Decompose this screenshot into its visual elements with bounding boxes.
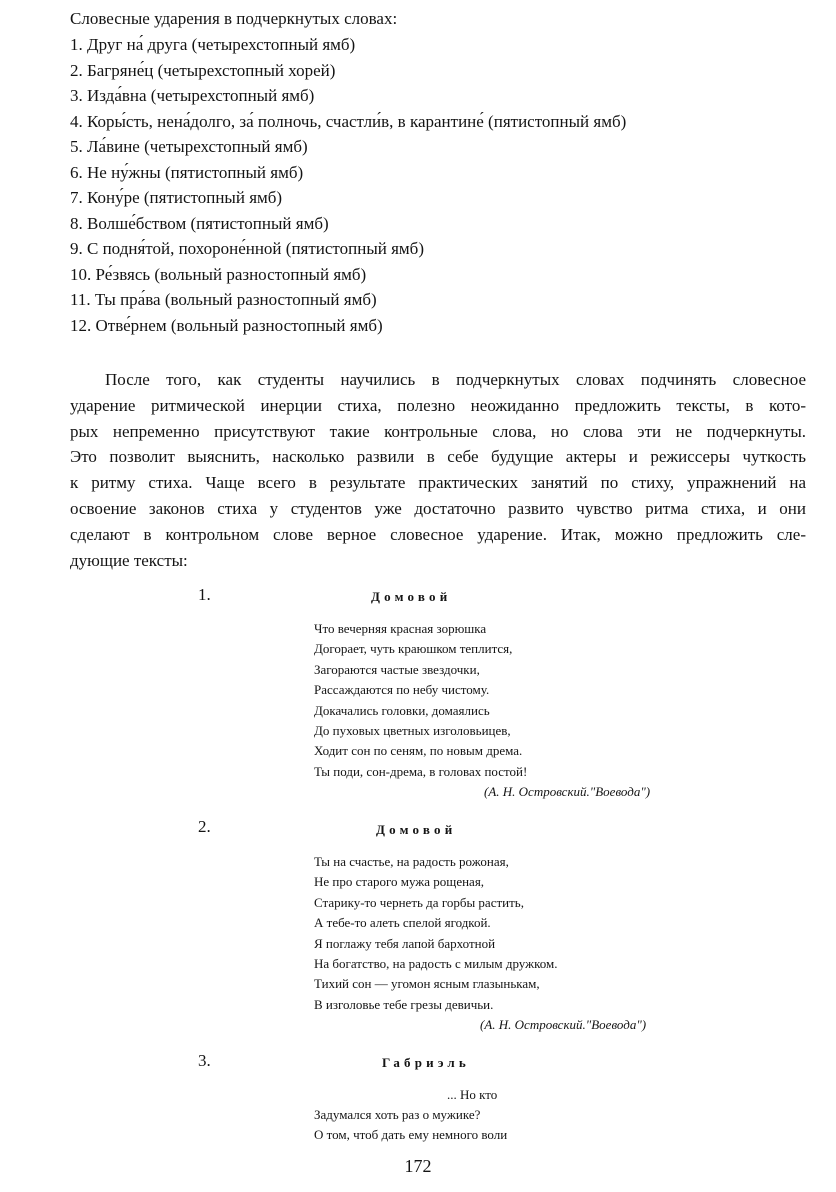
list-item: 9. С подня́той, похороне́нной (пятистопный ямб)	[70, 239, 424, 258]
verse-line: Загораются частые звездочки,	[314, 661, 480, 677]
verse-line: ... Но кто	[447, 1087, 498, 1102]
poem-attribution: (А. Н. Островский."Воевода")	[484, 784, 651, 799]
paragraph-line: Это позволит выяснить, насколько развили в себе будущие актеры и режиссеры чуткость	[70, 447, 806, 467]
poem-title: Габриэль	[382, 1055, 470, 1070]
verse-line: Не про старого мужа рощеная,	[314, 874, 485, 890]
list-item: 8. Волше́бством (пятистопный ямб)	[70, 213, 329, 233]
poem-verse	[314, 852, 557, 1015]
verse-line: Рассаждаются по небу чистому.	[314, 682, 490, 698]
page-number: 172	[404, 1156, 432, 1176]
list-item: 7. Кону́ре (пятистопный ямб)	[70, 188, 283, 207]
paragraph-line: к ритму стиха. Чаще всего в результате практических занятий по стиху, упражнений на	[70, 473, 806, 493]
verse-line: Задумался хоть раз о мужике?	[314, 1107, 481, 1122]
poem-verse	[314, 1105, 507, 1146]
verse-line: Догорает, чуть краюшком теплится,	[314, 641, 513, 657]
verse-line: На богатство, на радость с милым дружком.	[314, 955, 558, 971]
verse-line: Я поглажу тебя лапой бархотной	[314, 935, 496, 951]
paragraph-line: ударение ритмической инерции стиха, полезно неожиданно предложить тексты, в кото-	[70, 395, 806, 415]
verse-line: А тебе-то алеть спелой ягодкой.	[314, 915, 491, 931]
poem-title: Домовой	[371, 589, 452, 604]
paragraph-line: После того, как студенты научились в подчеркнутых словах подчинять словесное	[105, 370, 806, 389]
list-item: 3. Изда́вна (четырехстопный ямб)	[70, 86, 315, 105]
verse-line: Докачались головки, домаялись	[314, 702, 490, 718]
list-item: 12. Отве́рнем (вольный разностопный ямб)	[70, 315, 383, 335]
verse-line: Тихий сон — угомон ясным глазынькам,	[314, 976, 540, 992]
list-heading: Словесные ударения в подчеркнутых словах:	[70, 9, 398, 28]
list-item: 4. Коры́сть, нена́долго, за́ полночь, счастли́в, в карантине́ (пятистопный ямб)	[70, 111, 627, 131]
poem-number: 3.	[198, 1051, 211, 1070]
paragraph-line: дующие тексты:	[70, 550, 188, 570]
poem-verse	[314, 619, 527, 782]
verse-line: Ты на счастье, на радость рожоная,	[314, 854, 509, 869]
body-paragraph	[70, 367, 806, 573]
verse-line: Что вечерняя красная зорюшка	[314, 621, 487, 636]
paragraph-line: освоение законов стиха у студентов уже достаточно развито чувство ритма стиха, и они	[70, 498, 806, 518]
paragraph-line: рых непременно присутствуют такие контрольные слова, но слова эти не подчеркнуты.	[70, 421, 806, 441]
poem-title: Домовой	[376, 822, 457, 837]
paragraph-line: сделают в контрольном слове верное словесное ударение. Итак, можно предложить сле-	[70, 524, 806, 544]
list-item: 10. Ре́звясь (вольный разностопный ямб)	[70, 264, 367, 284]
verse-line: В изголовье тебе грезы девичьи.	[314, 996, 494, 1012]
list-item: 5. Ла́вине (четырехстопный ямб)	[70, 137, 308, 156]
list-item: 11. Ты пра́ва (вольный разностопный ямб)	[70, 290, 377, 309]
list-item: 2. Багряне́ц (четырехстопный хорей)	[70, 60, 336, 80]
list-item: 1. Друг на́ друга (четырехстопный ямб)	[70, 35, 356, 54]
verse-line: Ты поди, сон-дрема, в головах постой!	[314, 763, 528, 779]
verse-line: О том, чтоб дать ему немного воли	[314, 1127, 508, 1143]
poem-number: 2.	[198, 817, 211, 836]
verse-line: До пуховых цветных изголовьицев,	[314, 722, 511, 738]
verse-line: Ходит сон по сеням, по новым дрема.	[314, 743, 523, 759]
verse-line: Старику-то чернеть да горбы растить,	[314, 894, 524, 910]
poem-number: 1.	[198, 585, 211, 604]
list-item: 6. Не ну́жны (пятистопный ямб)	[70, 162, 304, 182]
poem-attribution: (А. Н. Островский."Воевода")	[480, 1017, 647, 1032]
